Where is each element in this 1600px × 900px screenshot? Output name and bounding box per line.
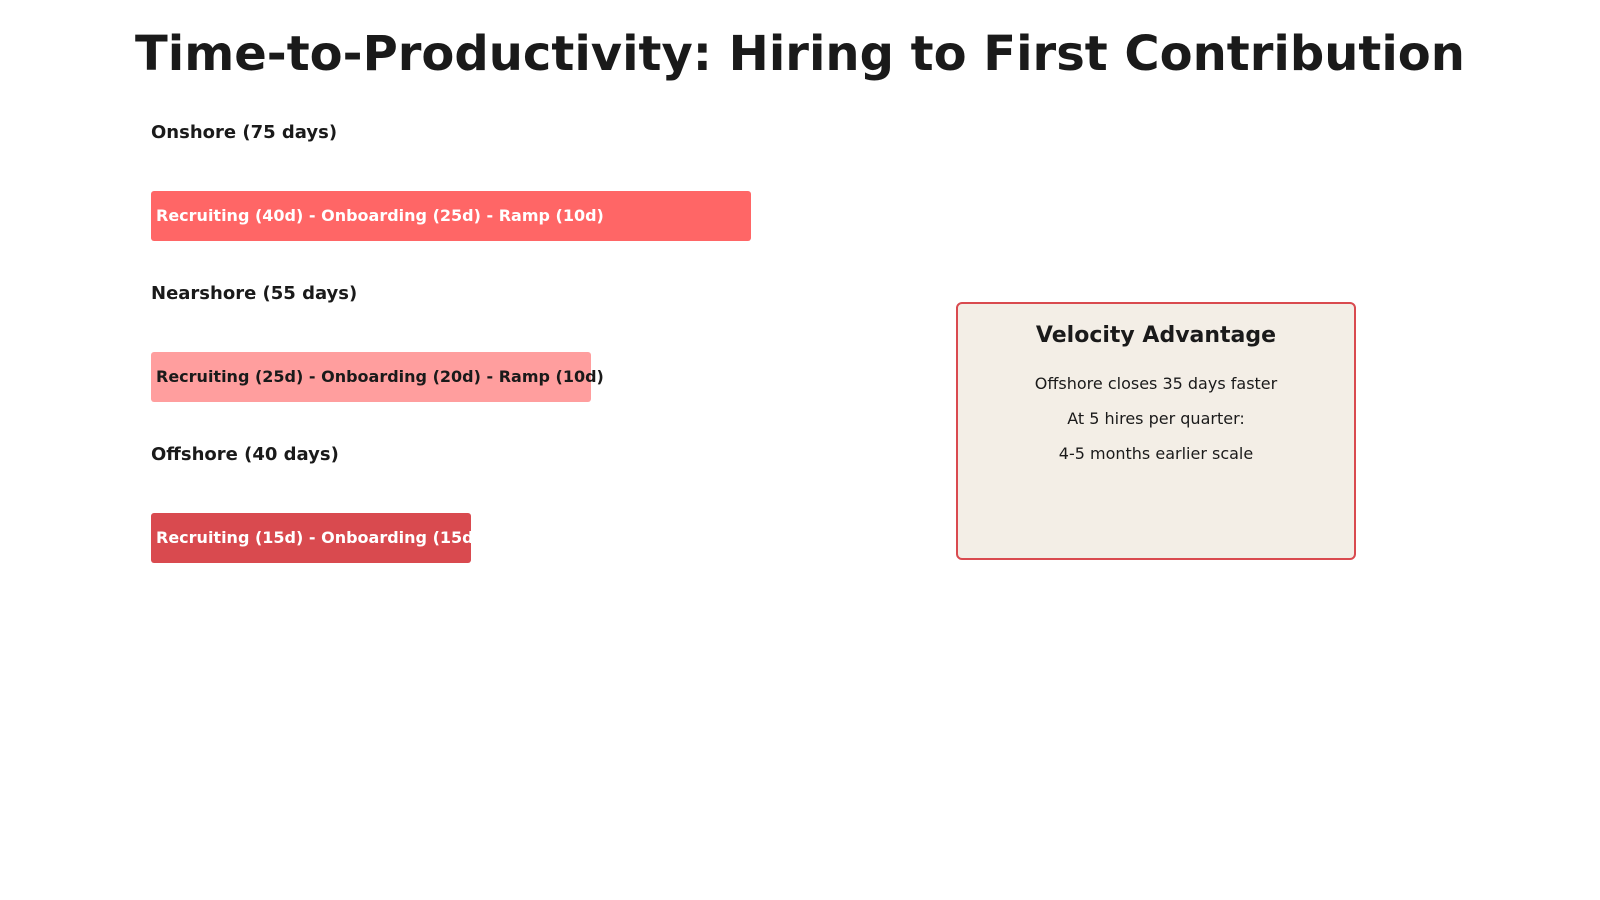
bar-label-nearshore: Recruiting (25d) - Onboarding (20d) - Ramp (10d) xyxy=(156,367,604,386)
chart-title: Time-to-Productivity: Hiring to First Contribution xyxy=(135,26,1465,82)
callout-title: Velocity Advantage xyxy=(1035,323,1277,348)
series-label-nearshore: Nearshore (55 days) xyxy=(151,283,358,304)
series-label-onshore: Onshore (75 days) xyxy=(151,122,338,143)
bar-label-offshore: Recruiting (15d) - Onboarding (15d) - Ramp (10d) xyxy=(156,528,604,547)
series-label-offshore: Offshore (40 days) xyxy=(151,444,339,465)
bar-label-clip-offshore xyxy=(151,513,604,563)
bar-label-onshore: Recruiting (40d) - Onboarding (25d) - Ramp (10d) xyxy=(156,206,604,225)
callout-line-2: At 5 hires per quarter: xyxy=(1067,409,1245,428)
callout-line-1: Offshore closes 35 days faster xyxy=(1034,374,1278,393)
callout-line-3: 4-5 months earlier scale xyxy=(1058,444,1254,463)
velocity-advantage-callout xyxy=(956,302,1356,560)
